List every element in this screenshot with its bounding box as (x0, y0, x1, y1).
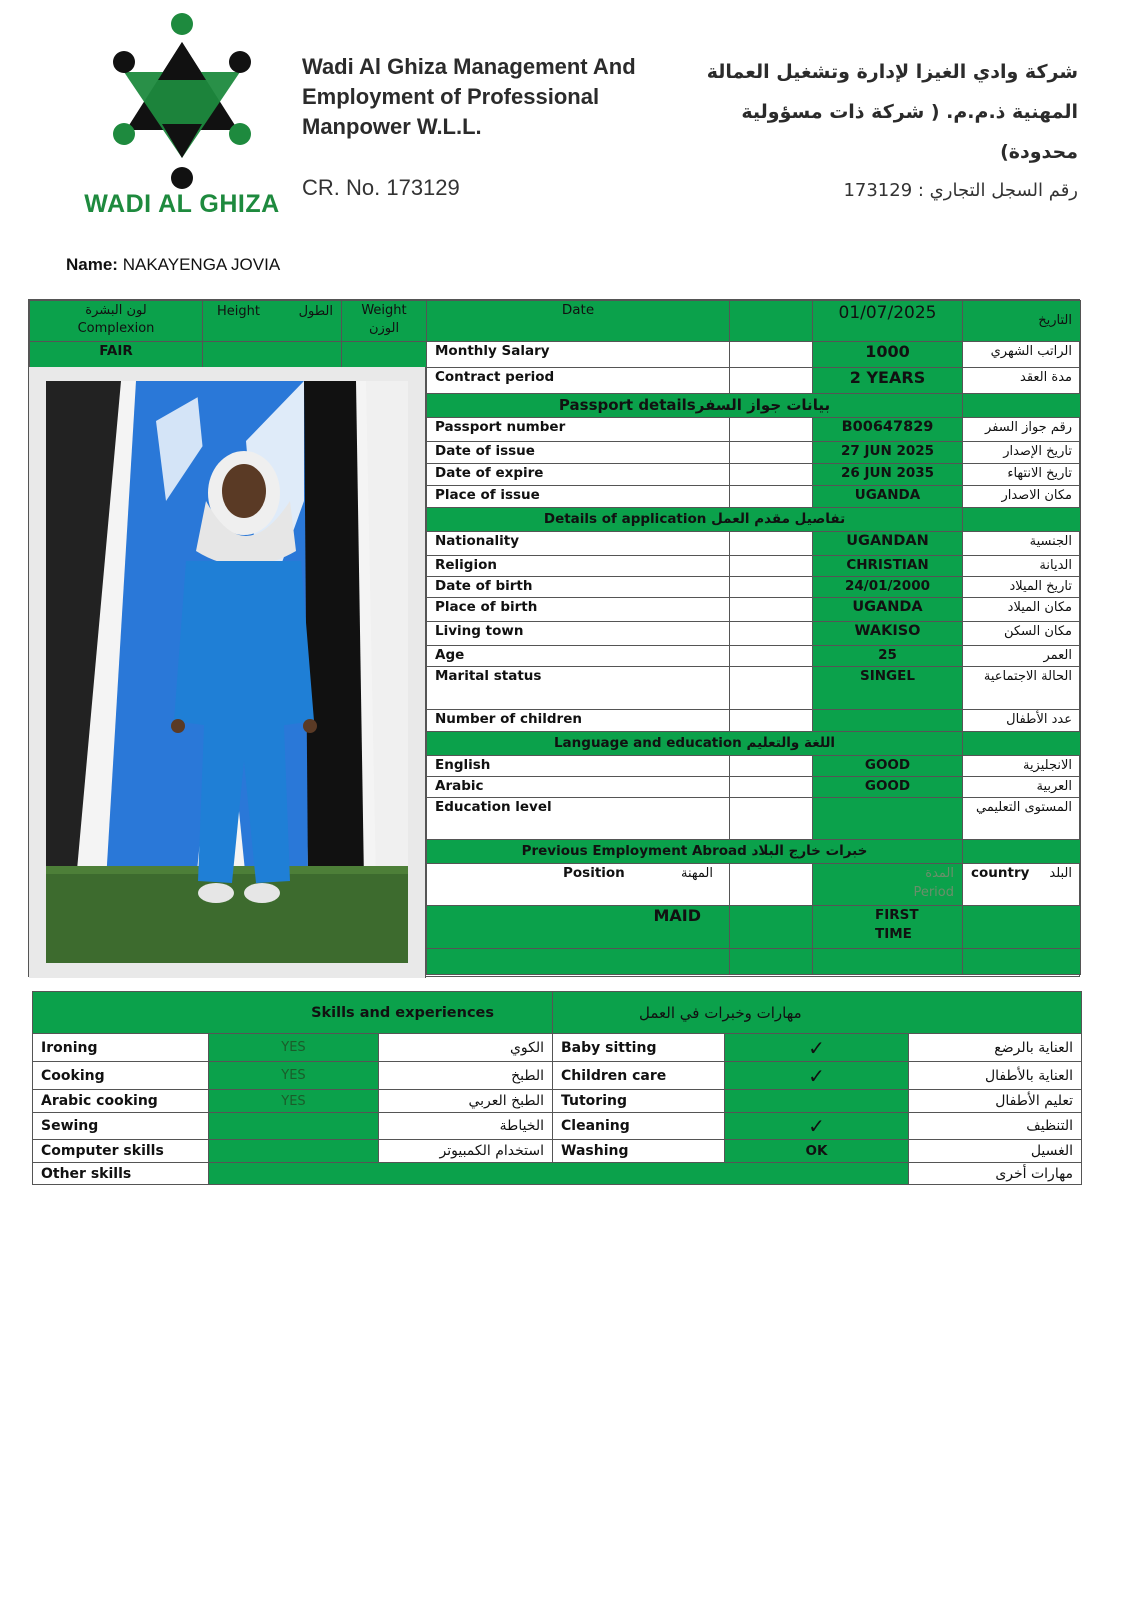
marital-status-value: SINGEL (813, 667, 963, 710)
company-name-en-line: Manpower W.L.L. (302, 114, 482, 139)
monthly-salary-value: 1000 (813, 342, 963, 368)
name-value: NAKAYENGA JOVIA (122, 255, 281, 274)
religion-label: Religion (427, 556, 730, 577)
skill-label: Washing (553, 1140, 725, 1163)
row-language-header (427, 732, 1081, 756)
row-employment-values (427, 906, 1081, 949)
date-of-birth-value: 24/01/2000 (813, 577, 963, 598)
height-value (203, 342, 342, 368)
education-level-label-ar: المستوى التعليمي (963, 798, 1081, 840)
empty-cell (730, 464, 813, 486)
row-application-header (427, 508, 1081, 532)
skill-row-other (33, 1163, 1082, 1185)
empty-cell (730, 486, 813, 508)
row-english (427, 756, 1081, 777)
place-of-birth-value: UGANDA (813, 598, 963, 622)
skills-header-en: Skills and experiences (33, 992, 553, 1034)
empty-cell (963, 394, 1081, 418)
application-form (28, 299, 1080, 977)
education-level-value (813, 798, 963, 840)
marital-status-label-ar: الحالة الاجتماعية (963, 667, 1081, 710)
row-date-of-birth (427, 577, 1081, 598)
row-living-town (427, 622, 1081, 646)
row-date (427, 301, 1081, 342)
physical-table (29, 300, 427, 368)
empty-cell (730, 368, 813, 394)
education-level-label: Education level (427, 798, 730, 840)
company-name-ar-line: المهنية ذ.م.م. ( شركة ذات مسؤولية (741, 101, 1078, 123)
row-date-of-issue (427, 442, 1081, 464)
skill-value (209, 1113, 379, 1140)
row-employment-empty (427, 949, 1081, 975)
company-name-en-line: Wadi Al Ghiza Management And (302, 54, 636, 79)
period-label-en: Period (913, 885, 954, 900)
skills-header-row (33, 992, 1082, 1034)
cr-number-en: CR. No. 173129 (302, 175, 460, 200)
skill-value (209, 1140, 379, 1163)
company-name-en (302, 52, 722, 142)
empty-cell (730, 556, 813, 577)
company-name-ar (698, 52, 1078, 172)
skill-row (33, 1140, 1082, 1163)
company-name-en-line: Employment of Professional (302, 84, 600, 109)
empty-cell (427, 949, 730, 975)
photo-frame (29, 367, 426, 978)
skill-row (33, 1034, 1082, 1062)
empty-cell (813, 949, 963, 975)
row-employment-header (427, 840, 1081, 864)
passport-number-label: Passport number (427, 418, 730, 442)
number-of-children-label: Number of children (427, 710, 730, 732)
complexion-header (30, 301, 203, 342)
date-of-expire-label: Date of expire (427, 464, 730, 486)
religion-value: CHRISTIAN (813, 556, 963, 577)
empty-cell (963, 949, 1081, 975)
skill-label-ar: الطبخ العربي (379, 1090, 553, 1113)
skill-label: Baby sitting (553, 1034, 725, 1062)
skill-label: Cooking (33, 1062, 209, 1090)
skill-label-ar: استخدام الكمبيوتر (379, 1140, 553, 1163)
place-of-issue-label: Place of issue (427, 486, 730, 508)
height-header (203, 301, 342, 342)
skill-label-ar: العناية بالأطفال (909, 1062, 1082, 1090)
row-place-of-birth (427, 598, 1081, 622)
employment-section-header: Previous Employment Abroad خبرات خارج البلاد (427, 840, 963, 864)
empty-cell (730, 864, 813, 906)
contract-period-label-ar: مدة العقد (963, 368, 1081, 394)
empty-cell (730, 710, 813, 732)
empty-cell (730, 532, 813, 556)
living-town-value: WAKISO (813, 622, 963, 646)
skill-check-icon: ✓ (725, 1062, 909, 1090)
row-nationality (427, 532, 1081, 556)
position-label-en: Position (563, 865, 625, 881)
skill-label-ar: الغسيل (909, 1140, 1082, 1163)
skill-label-ar: الطبخ (379, 1062, 553, 1090)
skill-check-icon: ✓ (725, 1034, 909, 1062)
english-label: English (427, 756, 730, 777)
row-date-of-expire (427, 464, 1081, 486)
age-label: Age (427, 646, 730, 667)
period-value: FIRST TIME (813, 906, 963, 949)
skill-label-ar: الكوي (379, 1034, 553, 1062)
living-town-label: Living town (427, 622, 730, 646)
weight-header (342, 301, 427, 342)
skill-label-ar: تعليم الأطفال (909, 1090, 1082, 1113)
date-of-issue-label: Date of issue (427, 442, 730, 464)
place-of-issue-label-ar: مكان الاصدار (963, 486, 1081, 508)
skill-label-ar: العناية بالرضع (909, 1034, 1082, 1062)
skill-check-icon: ✓ (725, 1113, 909, 1140)
empty-cell (730, 646, 813, 667)
name-label: Name: (66, 255, 118, 274)
english-label-ar: الانجليزية (963, 756, 1081, 777)
skill-label: Arabic cooking (33, 1090, 209, 1113)
company-logo (66, 12, 298, 222)
empty-cell (730, 906, 813, 949)
place-of-birth-label-ar: مكان الميلاد (963, 598, 1081, 622)
row-passport-header (427, 394, 1081, 418)
cr-number-ar: رقم السجل التجاري : 173129 (843, 180, 1078, 201)
position-label-ar: المهنة (681, 866, 713, 881)
date-value: 01/07/2025 (813, 301, 963, 342)
passport-number-value: B00647829 (813, 418, 963, 442)
skills-header-ar: مهارات وخبرات في العمل (553, 992, 1082, 1034)
row-age (427, 646, 1081, 667)
complexion-value: FAIR (30, 342, 203, 368)
empty-cell (730, 442, 813, 464)
other-skills-label-ar: مهارات أخرى (909, 1163, 1082, 1185)
empty-cell (730, 798, 813, 840)
row-monthly-salary (427, 342, 1081, 368)
weight-label-en: Weight (361, 303, 407, 318)
skill-label: Tutoring (553, 1090, 725, 1113)
date-of-expire-value: 26 JUN 2035 (813, 464, 963, 486)
applicant-photo-image (46, 381, 408, 963)
nationality-label: Nationality (427, 532, 730, 556)
row-place-of-issue (427, 486, 1081, 508)
skill-label: Computer skills (33, 1140, 209, 1163)
other-skills-label: Other skills (33, 1163, 209, 1185)
country-header (963, 864, 1081, 906)
empty-cell (730, 777, 813, 798)
arabic-label-ar: العربية (963, 777, 1081, 798)
row-arabic (427, 777, 1081, 798)
number-of-children-label-ar: عدد الأطفال (963, 710, 1081, 732)
position-value: MAID (427, 906, 730, 949)
skill-value: YES (209, 1062, 379, 1090)
arabic-value: GOOD (813, 777, 963, 798)
empty-cell (730, 342, 813, 368)
living-town-label-ar: مكان السكن (963, 622, 1081, 646)
row-education-level (427, 798, 1081, 840)
english-value: GOOD (813, 756, 963, 777)
arabic-label: Arabic (427, 777, 730, 798)
passport-section-header: Passport detailsبيانات جواز السفر (427, 394, 963, 418)
complexion-label-ar: لون البشرة (85, 303, 147, 318)
date-of-expire-label-ar: تاريخ الانتهاء (963, 464, 1081, 486)
date-of-birth-label-ar: تاريخ الميلاد (963, 577, 1081, 598)
empty-cell (730, 598, 813, 622)
empty-cell (730, 756, 813, 777)
logo-text: WADI AL GHIZA (84, 190, 280, 218)
passport-number-label-ar: رقم جواز السفر (963, 418, 1081, 442)
applicant-name (66, 255, 280, 275)
skill-label-ar: التنظيف (909, 1113, 1082, 1140)
religion-label-ar: الديانة (963, 556, 1081, 577)
company-name-ar-line: محدودة) (1000, 141, 1078, 163)
empty-cell (963, 840, 1081, 864)
place-of-issue-value: UGANDA (813, 486, 963, 508)
date-label: Date (427, 301, 730, 342)
height-label-en: Height (217, 304, 260, 319)
complexion-label-en: Complexion (77, 321, 155, 336)
skill-value: YES (209, 1034, 379, 1062)
empty-cell (730, 667, 813, 710)
skill-row (33, 1062, 1082, 1090)
weight-value (342, 342, 427, 368)
height-label-ar: الطول (298, 304, 333, 319)
marital-status-label: Marital status (427, 667, 730, 710)
date-of-issue-value: 27 JUN 2025 (813, 442, 963, 464)
empty-cell (730, 301, 813, 342)
weight-label-ar: الوزن (368, 321, 400, 336)
skill-value: YES (209, 1090, 379, 1113)
row-marital-status (427, 667, 1081, 710)
logo-emblem-icon (66, 12, 298, 192)
application-section-header: Details of application تفاصيل مقدم العمل (427, 508, 963, 532)
monthly-salary-label-ar: الراتب الشهري (963, 342, 1081, 368)
skill-value (725, 1090, 909, 1113)
age-value: 25 (813, 646, 963, 667)
monthly-salary-label: Monthly Salary (427, 342, 730, 368)
empty-cell (730, 622, 813, 646)
country-label-ar: البلد (1049, 866, 1072, 881)
skill-label: Children care (553, 1062, 725, 1090)
row-employment-columns (427, 864, 1081, 906)
skill-row (33, 1113, 1082, 1140)
position-header (427, 864, 730, 906)
contract-period-value: 2 YEARS (813, 368, 963, 394)
nationality-value: UGANDAN (813, 532, 963, 556)
nationality-label-ar: الجنسية (963, 532, 1081, 556)
empty-cell (963, 732, 1081, 756)
empty-cell (963, 508, 1081, 532)
empty-cell (730, 418, 813, 442)
applicant-photo (46, 381, 408, 963)
details-table (426, 300, 1081, 975)
language-section-header: Language and education اللغة والتعليم (427, 732, 963, 756)
country-label-en: country (971, 865, 1030, 881)
place-of-birth-label: Place of birth (427, 598, 730, 622)
other-skills-value (209, 1163, 909, 1185)
empty-cell (730, 577, 813, 598)
row-contract-period (427, 368, 1081, 394)
period-label-ar: المدة (925, 866, 954, 881)
number-of-children-value (813, 710, 963, 732)
contract-period-label: Contract period (427, 368, 730, 394)
date-label-ar: التاريخ (963, 301, 1081, 342)
row-passport-number (427, 418, 1081, 442)
period-header (813, 864, 963, 906)
skill-label: Ironing (33, 1034, 209, 1062)
row-religion (427, 556, 1081, 577)
skill-value: OK (725, 1140, 909, 1163)
skill-label: Cleaning (553, 1113, 725, 1140)
skill-label: Sewing (33, 1113, 209, 1140)
row-number-of-children (427, 710, 1081, 732)
skill-row (33, 1090, 1082, 1113)
skill-label-ar: الخياطة (379, 1113, 553, 1140)
date-of-issue-label-ar: تاريخ الإصدار (963, 442, 1081, 464)
empty-cell (963, 906, 1081, 949)
company-name-ar-line: شركة وادي الغيزا لإدارة وتشغيل العمالة (706, 61, 1078, 83)
skills-table (32, 991, 1082, 1185)
empty-cell (730, 949, 813, 975)
date-of-birth-label: Date of birth (427, 577, 730, 598)
age-label-ar: العمر (963, 646, 1081, 667)
